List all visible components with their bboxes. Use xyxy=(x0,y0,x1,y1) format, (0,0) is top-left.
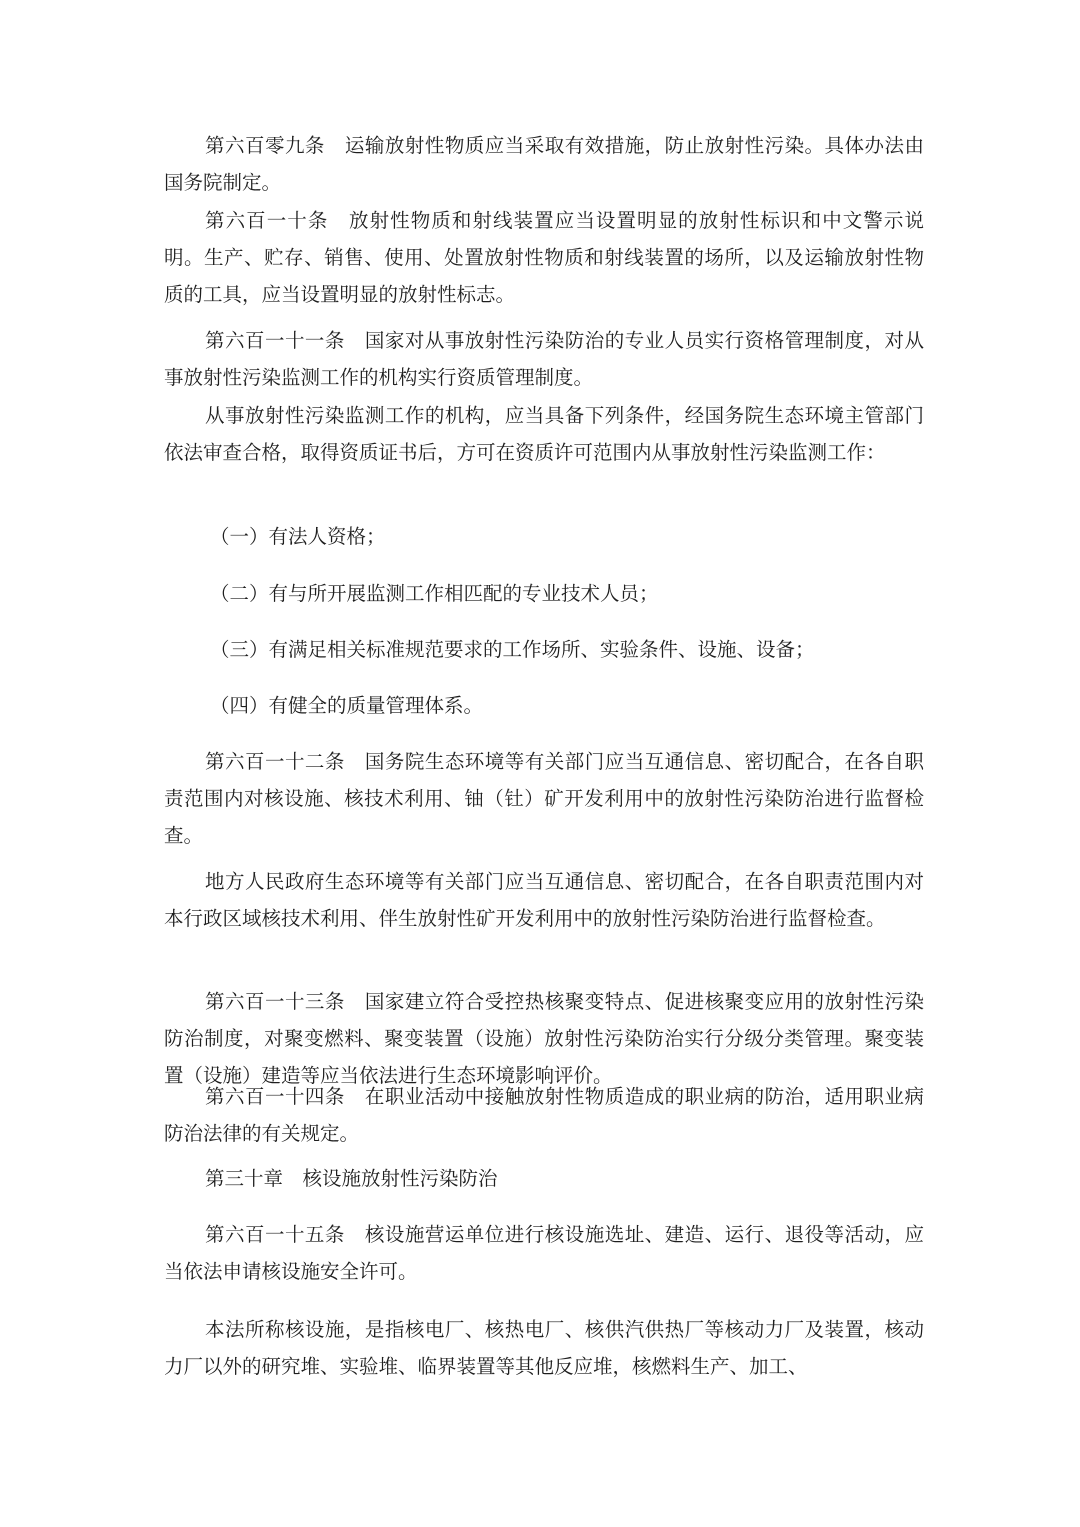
article-610: 第六百一十条 放射性物质和射线装置应当设置明显的放射性标识和中文警示说明。生产、贮存、销售、使用、处置放射性物质和射线装置的场所，以及运输放射性物质的工具，应当设置明显的放射性标志。 xyxy=(164,209,924,306)
article-611: 第六百一十一条 国家对从事放射性污染防治的专业人员实行资格管理制度，对从事放射性污染监测工作的机构实行资质管理制度。 xyxy=(164,329,924,389)
article-615: 第六百一十五条 核设施营运单位进行核设施选址、建造、运行、退役等活动，应当依法申请核设施安全许可。 xyxy=(164,1223,924,1283)
article-609: 第六百零九条 运输放射性物质应当采取有效措施，防止放射性污染。具体办法由国务院制定。 xyxy=(164,134,924,194)
list-item-4: （四）有健全的质量管理体系。 xyxy=(210,694,484,717)
list-item-2: （二）有与所开展监测工作相匹配的专业技术人员； xyxy=(210,582,659,605)
article-613: 第六百一十三条 国家建立符合受控热核聚变特点、促进核聚变应用的放射性污染防治制度，对聚变燃料、聚变装置（设施）放射性污染防治实行分级分类管理。聚变装置（设施）建造等应当依法进行生态环境影响评价。 xyxy=(164,990,924,1087)
list-item-1: （一）有法人资格； xyxy=(210,525,386,548)
article-612: 第六百一十二条 国务院生态环境等有关部门应当互通信息、密切配合，在各自职责范围内对核设施、核技术利用、铀（钍）矿开发利用中的放射性污染防治进行监督检查。 xyxy=(164,750,924,847)
article-611-paragraph-2: 从事放射性污染监测工作的机构，应当具备下列条件，经国务院生态环境主管部门依法审查合格，取得资质证书后，方可在资质许可范围内从事放射性污染监测工作： xyxy=(164,404,924,464)
article-615-paragraph-2: 本法所称核设施，是指核电厂、核热电厂、核供汽供热厂等核动力厂及装置，核动力厂以外的研究堆、实验堆、临界装置等其他反应堆，核燃料生产、加工、 xyxy=(164,1318,924,1378)
list-item-3: （三）有满足相关标准规范要求的工作场所、实验条件、设施、设备； xyxy=(210,638,815,661)
article-612-paragraph-2: 地方人民政府生态环境等有关部门应当互通信息、密切配合，在各自职责范围内对本行政区域核技术利用、伴生放射性矿开发利用中的放射性污染防治进行监督检查。 xyxy=(164,870,924,930)
article-614: 第六百一十四条 在职业活动中接触放射性物质造成的职业病的防治，适用职业病防治法律的有关规定。 xyxy=(164,1085,924,1145)
chapter-heading: 第三十章 核设施放射性污染防治 xyxy=(205,1167,498,1190)
